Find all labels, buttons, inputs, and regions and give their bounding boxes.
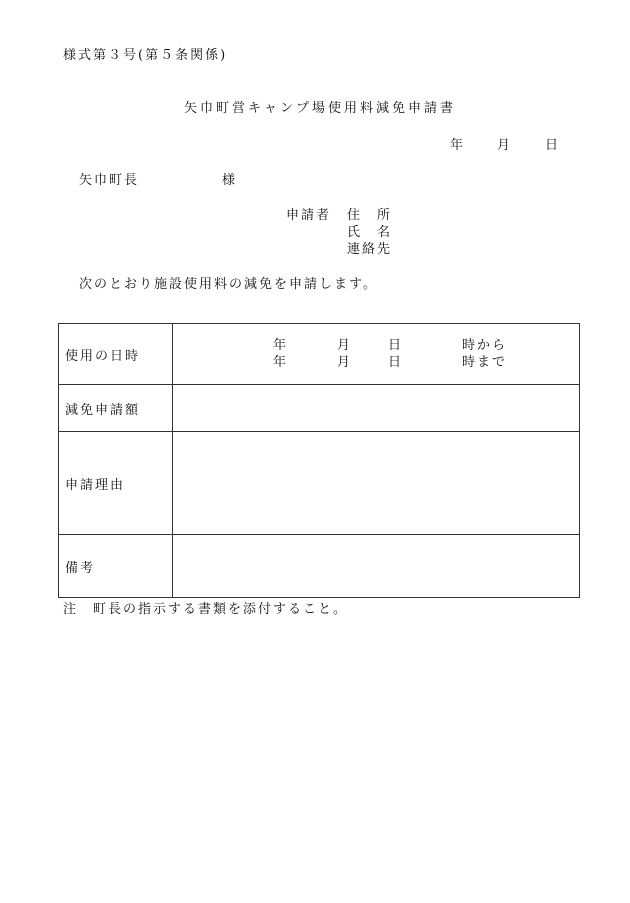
amount-row <box>59 385 580 432</box>
applicant-heading: 申請者 <box>286 208 332 223</box>
date-day-label: 日 <box>545 138 561 153</box>
document-title: 矢巾町営キャンプ場使用料減免申請書 <box>184 101 457 116</box>
date-month-label: 月 <box>497 138 513 153</box>
applicant-address-label: 住 所 <box>347 208 393 223</box>
applicant-contact-label: 連絡先 <box>347 242 393 257</box>
remarks-field[interactable] <box>173 535 580 598</box>
usage-from-line <box>173 337 579 354</box>
to-month-label: 月 <box>337 355 353 370</box>
to-year-label: 年 <box>273 355 289 370</box>
usage-to-line <box>173 354 579 371</box>
usage-datetime-field[interactable] <box>173 324 580 385</box>
applicant-name-label: 氏 名 <box>347 225 393 240</box>
addressee-name: 矢巾町長 <box>79 173 140 188</box>
reason-field[interactable] <box>173 432 580 535</box>
remarks-row <box>59 535 580 598</box>
from-day-label: 日 <box>388 338 404 353</box>
from-year-label: 年 <box>273 338 289 353</box>
remarks-label: 備考 <box>59 535 173 598</box>
amount-label: 減免申請額 <box>59 385 173 432</box>
reason-label: 申請理由 <box>59 432 173 535</box>
from-month-label: 月 <box>337 338 353 353</box>
usage-datetime-row <box>59 324 580 385</box>
to-day-label: 日 <box>388 355 404 370</box>
form-number: 様式第３号(第５条関係) <box>63 48 228 63</box>
addressee-honorific: 様 <box>222 173 238 188</box>
footnote: 注 町長の指示する書類を添付すること。 <box>63 602 349 617</box>
reason-row <box>59 432 580 535</box>
intro-text: 次のとおり施設使用料の減免を申請します。 <box>79 277 378 292</box>
date-year-label: 年 <box>450 138 466 153</box>
application-table <box>58 323 580 598</box>
to-time-label: 時まで <box>462 355 508 370</box>
amount-field[interactable] <box>173 385 580 432</box>
from-time-label: 時から <box>462 338 508 353</box>
usage-datetime-label: 使用の日時 <box>59 324 173 385</box>
